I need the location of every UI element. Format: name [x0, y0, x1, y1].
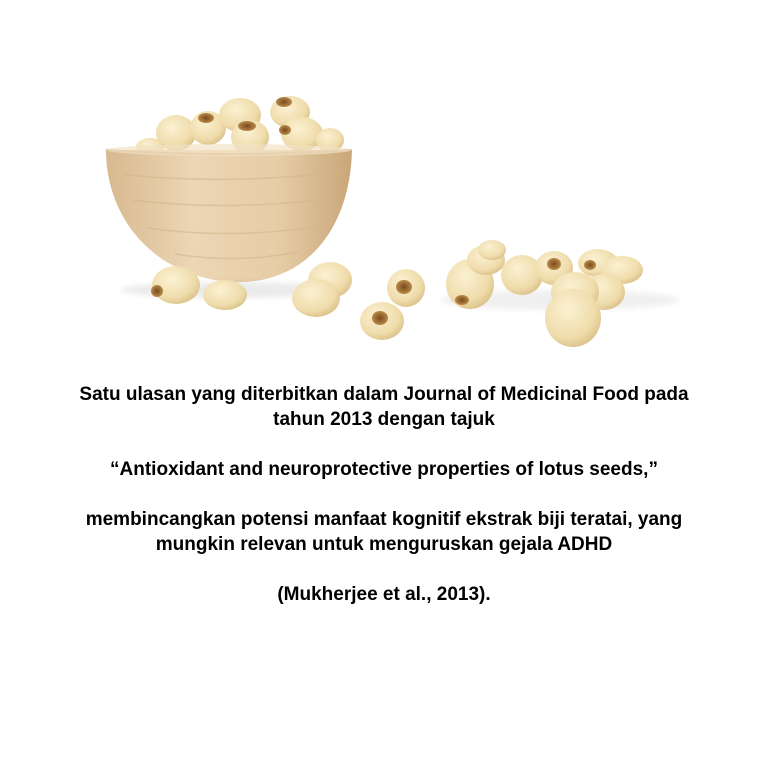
caption-citation: (Mukherjee et al., 2013).	[277, 584, 491, 605]
lotus-seeds-photo	[0, 0, 768, 370]
caption	[60, 382, 708, 607]
caption-article-title: “Antioxidant and neuroprotective properties of lotus seeds,”	[110, 459, 658, 480]
wooden-bowl	[106, 144, 352, 282]
caption-body: membincangkan potensi manfaat kognitif ekstrak biji teratai, yang mungkin relevan untuk menguruskan gejala ADHD	[85, 509, 683, 555]
caption-intro: Satu ulasan yang diterbitkan dalam Journal of Medicinal Food pada tahun 2013 dengan tajuk	[79, 384, 689, 430]
